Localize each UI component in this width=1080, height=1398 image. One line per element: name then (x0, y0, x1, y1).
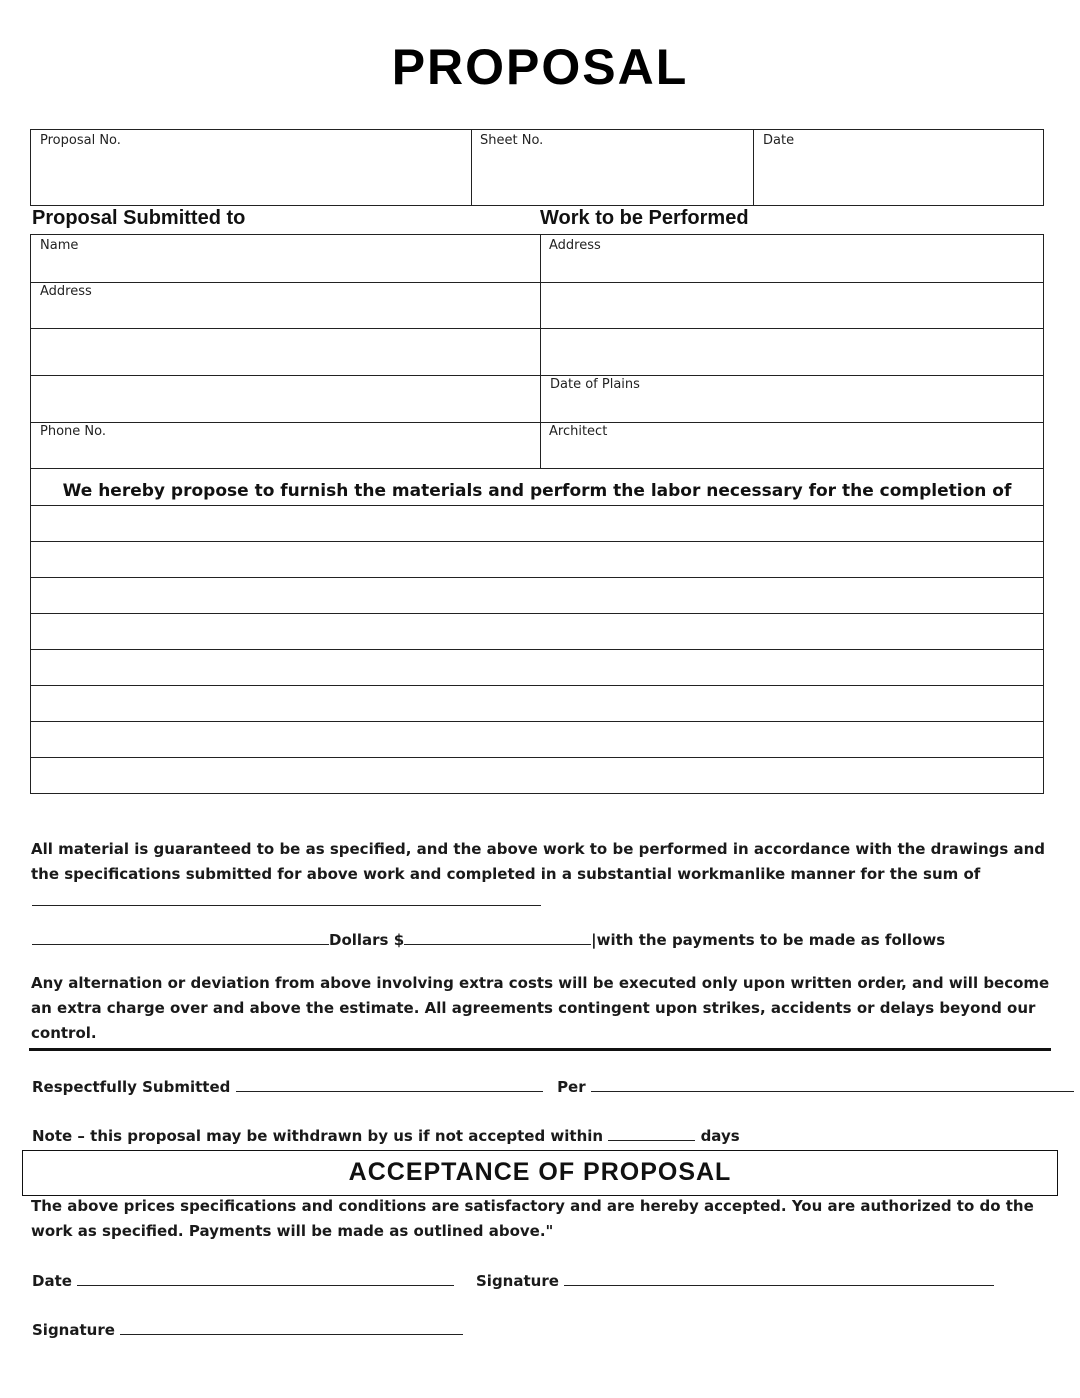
description-line-4[interactable] (32, 615, 1042, 648)
acceptance-date-label: Date (32, 1272, 72, 1290)
acceptance-date-field[interactable] (77, 1271, 454, 1286)
description-line-6[interactable] (32, 687, 1042, 720)
description-line-2[interactable] (32, 543, 1042, 576)
alteration-paragraph: Any alternation or deviation from above involving extra costs will be executed only upon written order, and will become an extra charge over and above the estimate. All agreements contingent upon strikes, accidents or delays beyond our control. (31, 974, 1050, 1042)
dollars-amount-field[interactable] (404, 930, 591, 945)
proposal-no-label: Proposal No. (40, 133, 121, 148)
work-description-box (30, 468, 1044, 794)
description-line-1[interactable] (32, 507, 1042, 540)
phone-no-label: Phone No. (40, 424, 106, 439)
address-label: Address (40, 284, 92, 299)
work-address-field-1[interactable] (542, 255, 1042, 281)
acceptance-paragraph: The above prices specifications and conditions are satisfactory and are hereby accepted. You are authorized to do the work as specified. Payments will be made as outlined above." (31, 1197, 1034, 1240)
sum-words-field[interactable] (32, 930, 329, 945)
sheet-no-label: Sheet No. (480, 133, 544, 148)
address-field-2[interactable] (32, 330, 538, 374)
description-line-7[interactable] (32, 723, 1042, 756)
work-address-label: Address (549, 238, 601, 253)
date-field[interactable] (755, 150, 1041, 204)
acceptance-signature-label: Signature (476, 1272, 559, 1290)
acceptance-signature2-label: Signature (32, 1321, 115, 1339)
sum-blank-line[interactable] (32, 905, 541, 906)
name-label: Name (40, 238, 79, 253)
acceptance-signature-field[interactable] (564, 1271, 994, 1286)
architect-label: Architect (549, 424, 608, 439)
propose-statement: We hereby propose to furnish the materials and perform the labor necessary for the completion of (62, 481, 1012, 501)
work-address-field-2[interactable] (542, 284, 1042, 327)
address-field-3[interactable] (32, 377, 538, 421)
section-divider (29, 1048, 1051, 1051)
header-info-box (30, 129, 1044, 206)
info-grid (30, 234, 1044, 469)
acceptance-heading: ACCEPTANCE OF PROPOSAL (348, 1158, 732, 1186)
acceptance-signature2-field[interactable] (120, 1320, 463, 1335)
note-text: Note – this proposal may be withdrawn by us if not accepted within (32, 1127, 604, 1145)
payments-label: |with the payments to be made as follows (591, 931, 946, 949)
respectfully-submitted-label: Respectfully Submitted (32, 1078, 231, 1096)
architect-field[interactable] (542, 441, 1042, 467)
date-label: Date (763, 133, 795, 148)
work-address-field-3[interactable] (542, 330, 1042, 374)
acceptance-heading-box (22, 1150, 1058, 1196)
per-label: Per (557, 1078, 586, 1096)
guarantee-paragraph: All material is guaranteed to be as specified, and the above work to be performed in accordance with the drawings and the specifications submitted for above work and completed in a substantial workmanlike manner for the sum of (31, 840, 1046, 883)
description-line-8[interactable] (32, 759, 1042, 792)
proposal-no-field[interactable] (32, 150, 470, 204)
description-line-5[interactable] (32, 651, 1042, 684)
note-days-field[interactable] (608, 1126, 695, 1141)
name-field[interactable] (32, 255, 538, 281)
sheet-no-field[interactable] (473, 150, 751, 204)
date-of-plains-field[interactable] (542, 394, 1042, 421)
proposal-submitted-to-heading: Proposal Submitted to (32, 207, 246, 229)
dollars-label: Dollars $ (329, 931, 405, 949)
address-field-1[interactable] (32, 301, 538, 327)
respectfully-submitted-field[interactable] (236, 1077, 543, 1092)
work-to-be-performed-heading: Work to be Performed (540, 207, 749, 229)
description-line-3[interactable] (32, 579, 1042, 612)
note-days-label: days (700, 1127, 740, 1145)
date-of-plains-label: Date of Plains (550, 377, 640, 392)
phone-no-field[interactable] (32, 441, 538, 467)
per-field[interactable] (591, 1077, 1074, 1092)
page-title: PROPOSAL (391, 39, 689, 95)
